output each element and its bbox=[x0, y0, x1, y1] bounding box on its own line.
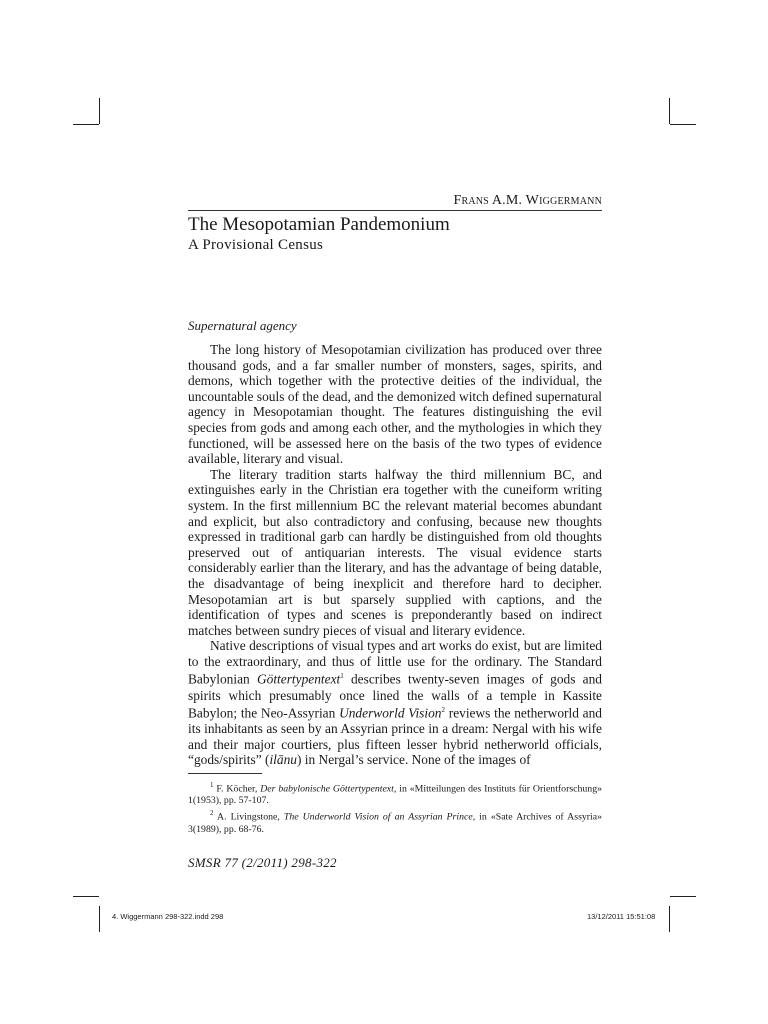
work-title: Underworld Vision bbox=[339, 705, 442, 721]
paragraph: Native descriptions of visual types and art works do exist, but are limited to the extraordinary, and thus of little use for the ordinary. The Standard Babylonian Göttertypentext$^1$ describes twenty-seven images of gods and spirits which presumably once lined the walls of a temple in Kassite Babylon; the Neo-Assyrian Underworld Vision$^2$ reviews the netherworld and its inhabitants as seen by an Assyrian prince in a dream: Nergal with his wife and their major courtiers, plus fifteen lesser hybrid netherworld officials, “gods/spirits” (ilānu) in Nergal’s service. None of the images of bbox=[188, 638, 602, 768]
crop-mark bbox=[73, 896, 99, 897]
print-slug-file: 4. Wiggermann 298-322.indd 298 bbox=[112, 912, 224, 921]
print-slug-date: 13/12/2011 15:51:08 bbox=[587, 912, 656, 921]
footnote: $^1$ F. Köcher, Der babylonische Göttertypentext, in «Mitteilungen des Instituts für Orientforschung» 1(1953), pp. 57-107. bbox=[188, 781, 603, 807]
crop-mark bbox=[73, 124, 99, 125]
footnote: $^2$ A. Livingstone, The Underworld Vision of an Assyrian Prince, in «Sate Archives of Assyria» 3(1989), pp. 68-76. bbox=[188, 809, 603, 835]
journal-citation: SMSR 77 (2/2011) 298-322 bbox=[188, 855, 337, 870]
body-text bbox=[188, 342, 602, 768]
crop-mark bbox=[669, 98, 670, 124]
crop-mark bbox=[670, 124, 696, 125]
footnotes bbox=[188, 779, 602, 836]
paragraph: The literary tradition starts halfway the third millennium BC, and extinguishes early in the Christian era together with the cuneiform writing system. In the first millennium BC the relevant material becomes abundant and explicit, but also contradictory and confusing, because new thoughts expressed in traditional garb can hardly be distinguished from old thoughts preserved out of antiquarian interests. The visual evidence starts considerably earlier than the literary, and has the advantage of being datable, the disadvantage of being inexplicit and therefore hard to decipher. Mesopotamian art is but sparsely supplied with captions, and the identification of types and scenes is preponderantly based on indirect matches between sundry pieces of visual and literary evidence. bbox=[188, 466, 602, 638]
article-subtitle: A Provisional Census bbox=[188, 237, 324, 253]
crop-mark bbox=[669, 906, 670, 932]
work-title: Göttertypentext bbox=[256, 671, 341, 687]
author-header bbox=[188, 193, 602, 211]
author-name: Frans A.M. Wiggermann bbox=[453, 193, 602, 208]
term: ilānu bbox=[269, 752, 297, 768]
footnote-ref[interactable]: 2 bbox=[441, 706, 445, 715]
paragraph: The long history of Mesopotamian civilization has produced over three thousand gods, and a far smaller number of monsters, sages, spirits, and demons, which together with the protective deities of the individual, the uncountable souls of the dead, and the demonized witch defined supernatural agency in Mesopotamian thought. The features distinguishing the evil species from gods and among each other, and the mythologies in which they functioned, will be assessed here on the basis of the two types of evidence available, literary and visual. bbox=[188, 342, 602, 467]
crop-mark bbox=[99, 906, 100, 932]
article-title: The Mesopotamian Pandemonium bbox=[188, 214, 450, 235]
crop-mark bbox=[99, 98, 100, 124]
crop-mark bbox=[670, 896, 696, 897]
section-heading: Supernatural agency bbox=[188, 318, 297, 333]
footnote-ref[interactable]: 1 bbox=[340, 672, 344, 681]
footnote-rule bbox=[188, 773, 262, 774]
